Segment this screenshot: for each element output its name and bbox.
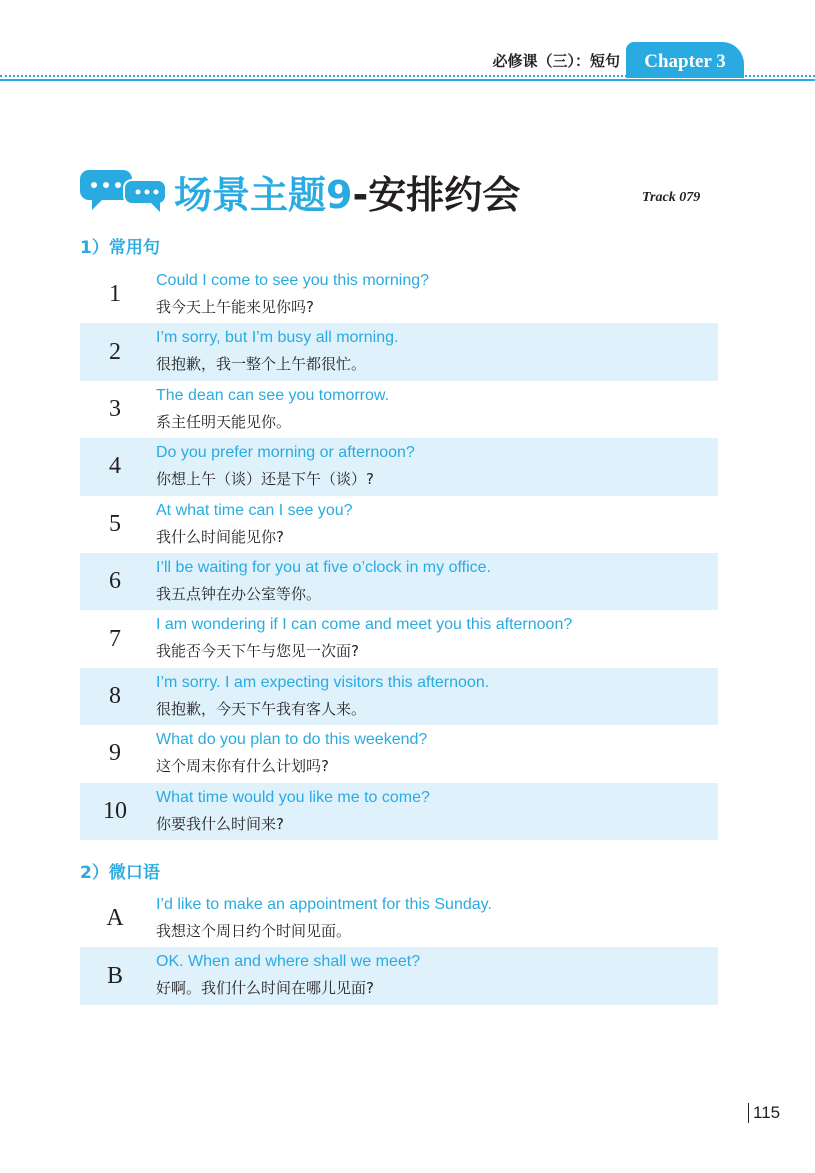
english-sentence: I’m sorry. I am expecting visitors this afternoon. <box>156 673 490 691</box>
title-number: 9 <box>326 173 353 217</box>
item-number: 1 <box>109 281 121 308</box>
list-item <box>80 438 718 495</box>
chinese-translation: 系主任明天能见你。 <box>156 412 292 431</box>
english-sentence: What time would you like me to come? <box>156 788 430 806</box>
title-suffix: -安排约会 <box>352 173 521 217</box>
chinese-translation: 很抱歉，今天下午我有客人来。 <box>156 699 367 718</box>
chinese-translation: 你要我什么时间来? <box>156 814 284 833</box>
item-number: 2 <box>109 338 121 365</box>
title-prefix: 场景主题 <box>174 173 327 217</box>
english-sentence: OK. When and where shall we meet? <box>156 953 421 971</box>
item-number: 10 <box>103 797 127 824</box>
common-sentences-list <box>80 266 718 840</box>
chinese-translation: 我五点钟在办公室等你。 <box>156 584 322 603</box>
item-number: 7 <box>109 625 121 652</box>
english-sentence: At what time can I see you? <box>156 501 353 519</box>
list-item <box>80 947 718 1004</box>
list-item <box>80 266 718 323</box>
item-number: 9 <box>109 740 121 767</box>
list-item <box>80 783 718 840</box>
running-header-section: 必修课（三）：短句 <box>492 52 620 70</box>
english-sentence: What do you plan to do this weekend? <box>156 731 428 749</box>
list-item <box>80 725 718 782</box>
track-label: Track 079 <box>642 190 701 205</box>
english-sentence: The dean can see you tomorrow. <box>156 386 390 404</box>
chinese-translation: 这个周末你有什么计划吗? <box>156 757 329 776</box>
chinese-translation: 很抱歉，我一整个上午都很忙。 <box>156 355 367 374</box>
english-sentence: I’ll be waiting for you at five o’clock in my office. <box>156 558 491 576</box>
section-heading-mini-dialogue: 2）微口语 <box>80 863 160 883</box>
list-item <box>80 668 718 725</box>
chinese-translation: 我能否今天下午与您见一次面? <box>156 642 359 661</box>
list-item <box>80 323 718 380</box>
list-item <box>80 553 718 610</box>
item-number: 6 <box>109 568 121 595</box>
speech-bubbles-icon <box>78 168 168 214</box>
page-title <box>174 164 520 219</box>
chinese-translation: 你想上午（谈）还是下午（谈）? <box>156 470 374 489</box>
list-item <box>80 610 718 667</box>
item-number: 3 <box>109 395 121 422</box>
list-item <box>80 890 718 947</box>
chapter-tab: Chapter 3 <box>626 42 744 78</box>
chinese-translation: 我今天上午能来见你吗? <box>156 298 314 316</box>
chinese-translation: 好啊。我们什么时间在哪儿见面? <box>156 979 374 998</box>
item-number: 8 <box>109 682 121 709</box>
item-number: A <box>106 905 124 932</box>
item-number: 5 <box>109 510 121 537</box>
item-number: B <box>106 962 123 989</box>
chinese-translation: 我什么时间能见你? <box>156 527 284 546</box>
mini-dialogue-list <box>80 890 718 1005</box>
item-number: 4 <box>109 453 121 480</box>
page-number: 115 <box>748 1103 780 1123</box>
english-sentence: I’d like to make an appointment for this Sunday. <box>156 896 492 913</box>
english-sentence: I am wondering if I can come and meet you this afternoon? <box>156 616 573 634</box>
chinese-translation: 我想这个周日约个时间见面。 <box>156 922 352 940</box>
english-sentence: Could I come to see you this morning? <box>156 272 430 289</box>
list-item <box>80 381 718 438</box>
english-sentence: Do you prefer morning or afternoon? <box>156 444 415 462</box>
english-sentence: I’m sorry, but I’m busy all morning. <box>156 329 399 347</box>
section-heading-common-sentences: 1）常用句 <box>80 238 160 258</box>
header-rule <box>0 79 815 81</box>
list-item <box>80 496 718 553</box>
